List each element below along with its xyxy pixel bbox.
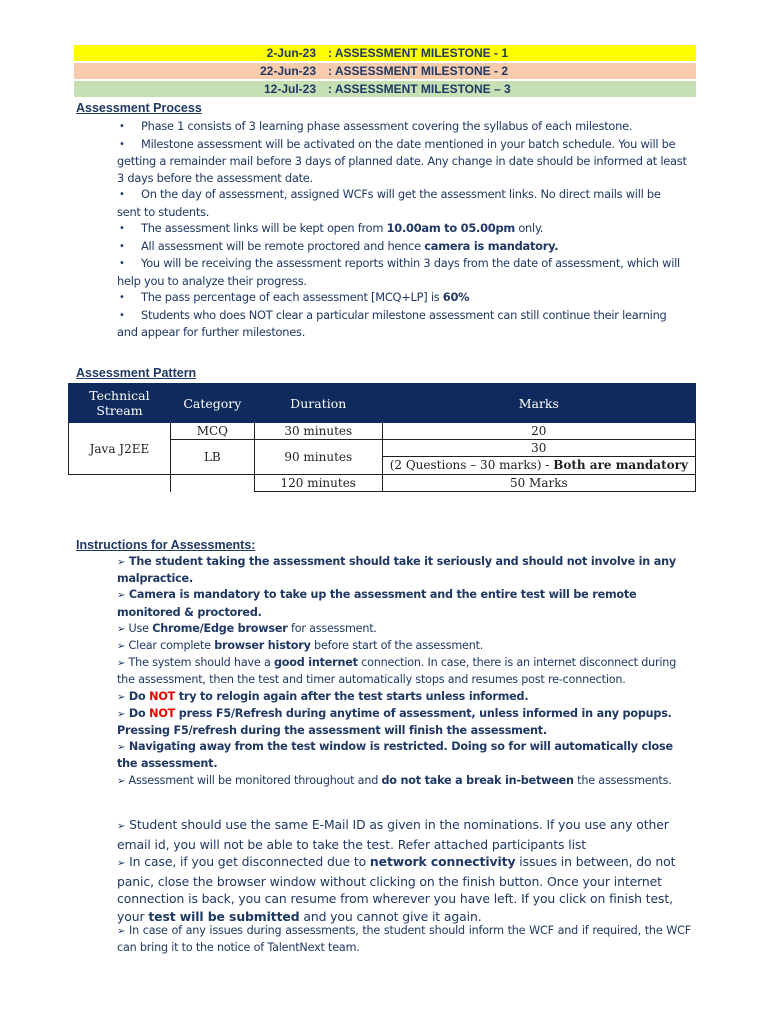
- arrow-icon: ➢: [117, 708, 126, 720]
- process-item: • The assessment links will be kept open from 10.00am to 05.00pm only.: [117, 220, 687, 238]
- process-item: • All assessment will be remote proctored and hence camera is mandatory.: [117, 238, 687, 256]
- total-duration-cell: 120 minutes: [254, 475, 382, 492]
- instruction-item: ➢ In case of any issues during assessments, the student should inform the WCF and if required, the WCF can bring it to the notice of TalentNext team.: [117, 924, 691, 955]
- bullet-icon: •: [119, 292, 125, 303]
- bullet-icon: •: [119, 223, 125, 234]
- arrow-icon: ➢: [117, 821, 126, 832]
- instruction-item: ➢ Use Chrome/Edge browser for assessment.: [117, 621, 377, 635]
- milestone-row-1: [74, 45, 696, 61]
- process-item: • Phase 1 consists of 3 learning phase assessment covering the syllabus of each milestone.: [117, 118, 687, 136]
- bullet-icon: •: [119, 121, 125, 132]
- process-item: • You will be receiving the assessment reports within 3 days from the date of assessment, which will help you to analyze their progress.: [117, 256, 680, 288]
- milestone-title: : ASSESSMENT MILESTONE – 3: [328, 82, 511, 96]
- instruction-item: ➢ The system should have a good internet connection. In case, there is an internet disconnect during the assessment, then the test and timer automatically stops and resumes post re-connection.: [117, 656, 677, 687]
- instruction-item: ➢ Camera is mandatory to take up the assessment and the entire test will be remote monitored & proctored.: [117, 588, 637, 619]
- milestone-title: : ASSESSMENT MILESTONE - 2: [328, 64, 509, 78]
- instruction-item: ➢ Student should use the same E-Mail ID as given in the nominations. If you use any other email id, you will not be able to take the test. Refer attached participants list: [117, 817, 669, 852]
- total-marks-cell: 50 Marks: [382, 475, 695, 492]
- column-header: Category: [170, 384, 254, 423]
- arrow-icon: ➢: [117, 590, 126, 602]
- duration-cell: 30 minutes: [254, 423, 382, 440]
- process-item: • The pass percentage of each assessment [MCQ+LP] is 60%: [117, 289, 687, 307]
- column-header: Technical Stream: [69, 384, 171, 423]
- category-cell: MCQ: [170, 423, 254, 440]
- instructions-list: [117, 554, 691, 790]
- arrow-icon: ➢: [117, 641, 126, 653]
- instruction-item: ➢ Navigating away from the test window is restricted. Doing so for will automatically close the assessment.: [117, 740, 673, 771]
- instruction-item: ➢ In case, if you get disconnected due to network connectivity issues in between, do not panic, close the browser window without clicking on the finish button. Once your internet connection is back, you can resume from wherever you have left. If you click on finish test, your test will be submitted and you cannot give it again.: [117, 854, 676, 924]
- milestone-row-2: [74, 63, 696, 79]
- table-row: [69, 423, 696, 440]
- assessment-process-heading: Assessment Process: [76, 101, 202, 115]
- milestone-title: : ASSESSMENT MILESTONE - 1: [328, 46, 509, 60]
- table-row: [69, 475, 696, 492]
- table-header-row: [69, 384, 696, 423]
- arrow-icon: ➢: [117, 858, 126, 870]
- milestone-date: 2-Jun-23: [266, 46, 316, 60]
- stream-cell: Java J2EE: [69, 423, 171, 475]
- instruction-item: ➢ Clear complete browser history before start of the assessment.: [117, 639, 484, 653]
- instruction-item: ➢ Do NOT press F5/Refresh during anytime of assessment, unless informed in any popups. Pressing F5/refresh during the assessment will finish the assessment.: [117, 706, 672, 738]
- bullet-icon: •: [119, 258, 125, 269]
- column-header: Duration: [254, 384, 382, 423]
- assessment-pattern-heading: Assessment Pattern: [76, 366, 197, 380]
- category-cell: LB: [170, 440, 254, 475]
- milestone-date: 22-Jun-23: [259, 64, 316, 78]
- arrow-icon: ➢: [117, 557, 126, 568]
- instructions-heading: Instructions for Assessments:: [76, 538, 256, 552]
- arrow-icon: ➢: [117, 691, 126, 703]
- process-item: • Milestone assessment will be activated on the date mentioned in your batch schedule. You will be getting a remainder mail before 3 days of planned date. Any change in date should be informed at least 3 days before the assessment date.: [117, 136, 687, 185]
- arrow-icon: ➢: [117, 623, 126, 635]
- arrow-icon: ➢: [117, 742, 126, 754]
- column-header: Marks: [382, 384, 695, 423]
- bullet-icon: •: [119, 309, 125, 321]
- instructions-list-continued: [117, 816, 691, 926]
- process-list: [117, 118, 687, 341]
- assessment-pattern-table: [68, 383, 696, 492]
- marks-cell: 20: [382, 423, 695, 440]
- process-item: • Students who does NOT clear a particular milestone assessment can still continue their learning and appear for further milestones.: [117, 307, 667, 339]
- arrow-icon: ➢: [117, 775, 126, 787]
- instruction-item: ➢ Do NOT try to relogin again after the test starts unless informed.: [117, 689, 529, 703]
- bullet-icon: •: [119, 138, 125, 150]
- milestone-date: 12-Jul-23: [263, 82, 316, 96]
- process-item: • On the day of assessment, assigned WCFs will get the assessment links. No direct mails will be sent to students.: [117, 187, 661, 219]
- bullet-icon: •: [119, 189, 125, 200]
- instruction-item: ➢ The student taking the assessment should take it seriously and should not involve in any malpractice.: [117, 555, 676, 586]
- instructions-list-final: [117, 923, 691, 956]
- arrow-icon: ➢: [117, 926, 126, 937]
- instruction-item: ➢ Assessment will be monitored throughout and do not take a break in-between the assessments.: [117, 773, 672, 787]
- marks-cell: 30: [382, 440, 695, 457]
- arrow-icon: ➢: [117, 658, 126, 670]
- marks-note-cell: (2 Questions – 30 marks) - Both are mandatory: [382, 457, 695, 475]
- milestone-row-3: [74, 81, 696, 97]
- duration-cell: 90 minutes: [254, 440, 382, 475]
- bullet-icon: •: [119, 240, 125, 252]
